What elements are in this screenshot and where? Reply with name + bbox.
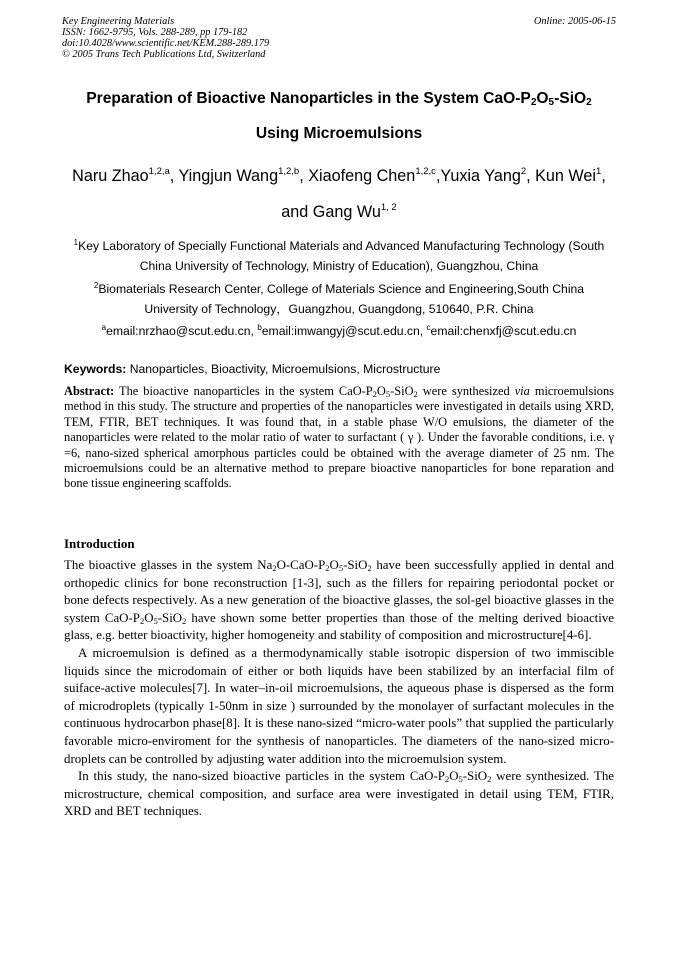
- email-address: email:nrzhao@scut.edu.cn,: [106, 324, 258, 338]
- email-line: [58, 321, 620, 341]
- subscript: 2: [487, 774, 492, 785]
- paragraph-text: -SiO: [462, 769, 488, 784]
- paragraph-text: The bioactive glasses in the system Na: [64, 558, 273, 572]
- online-date: Online: 2005-06-15: [533, 16, 616, 27]
- subscript: 2: [444, 774, 450, 785]
- subscript: 2: [325, 563, 330, 573]
- paragraph-text: were synthesized. The microstructure, chemical composition, and surface area were investigated in detail using TEM, FTIR, XRD and BET techniques.: [64, 769, 615, 819]
- keywords-label: Keywords:: [64, 362, 127, 376]
- abstract-text: The bioactive nanoparticles in the system CaO-P: [114, 384, 373, 398]
- paragraph-text: O: [144, 610, 154, 625]
- author-separator: ,: [601, 167, 606, 185]
- email-mark: c: [426, 323, 431, 332]
- keywords-text: Nanoparticles, Bioactivity, Microemulsions, Microstructure: [126, 362, 441, 376]
- paragraph-text: In this study, the nano-sized bioactive particles in the system CaO-P: [78, 769, 445, 784]
- paragraph-text: have shown some better properties than those of the melting derived bioactive glass, e.g. better bioactivity, higher homogeneity and stability of composition and microstructure[4-6].: [64, 610, 615, 643]
- abstract-text: -SiO: [390, 384, 414, 398]
- subscript: 2: [367, 563, 372, 573]
- affiliation-text: Biomaterials Research Center, College of Materials Science and Engineering,South China: [98, 282, 585, 296]
- subscript: 5: [458, 774, 463, 785]
- author-affil-mark: 1,2,c: [415, 166, 436, 177]
- paragraph-2: A microemulsion is defined as a thermodynamically stable isotropic dispersion of two immiscible liquids since the microdomain of either or both liquids have been stabilized by an interfacial film of suiface-active molecules[7]. In water–in-oil microemulsions, the aqueous phase is dispersed as the form of microdroplets (typically 1-50nm in size ) surrounded by the monolayer of surfactant molecules in the continuous hydrocarbon phase[8]. It is these nano-sized “micro-water pools” that supplied the particularly favorable micro-enviroment for the synthesis of nanoparticles. The diameters of the nano-sized micro-droplets can be controlled by adjusting water addition into the microemulsion system.: [64, 645, 614, 766]
- title-text: -SiO: [554, 90, 587, 107]
- affiliation-text: University of Technology，Guangzhou, Guangdong, 510640, P.R. China: [144, 302, 534, 316]
- author-affil-mark: 2: [520, 166, 527, 177]
- affiliation-1: [58, 236, 620, 276]
- running-header: [62, 16, 616, 60]
- paragraph-text: have been successfully applied in dental and orthopedic clinics for bone reconstruction [1-3], such as the fillers for repairing periodontal pocket or bone defects respectively. As a new generation of the bioactive glasses, the sol-gel bioactive glasses in the system CaO-P: [64, 558, 614, 625]
- issn-line: ISSN: 1662-9795, Vols. 288-289, pp 179-182: [62, 27, 248, 38]
- introduction-body: [64, 557, 614, 821]
- paper-title-line2: Using Microemulsions: [255, 125, 423, 142]
- author-list: [40, 167, 638, 186]
- author-affil-mark: 1,2,a: [148, 166, 170, 177]
- author-affil-mark: 1: [596, 166, 602, 177]
- author-name: Naru Zhao: [72, 167, 149, 185]
- author-affil-mark: 1,2,b: [278, 166, 300, 177]
- subscript: 2: [272, 563, 277, 573]
- abstract-italic: via: [514, 384, 530, 398]
- author-name: , Kun Wei: [526, 167, 597, 185]
- paragraph-1: [64, 557, 614, 645]
- title-text: O: [536, 90, 549, 107]
- affiliation-text: Key Laboratory of Specially Functional Materials and Advanced Manufacturing Technology (South: [78, 239, 605, 253]
- email-mark: a: [101, 323, 107, 332]
- doi-line: doi:10.4028/www.scientific.net/KEM.288-289.179: [62, 38, 270, 49]
- keywords: [64, 362, 616, 376]
- title-subscript: 2: [530, 97, 537, 108]
- affiliation-2: [58, 279, 620, 319]
- author-name: , Yingjun Wang: [169, 167, 279, 185]
- abstract-label: Abstract:: [64, 384, 115, 398]
- author-name: and Gang Wu: [281, 203, 381, 221]
- journal-name: Key Engineering Materials: [62, 16, 175, 27]
- paragraph-text: O: [449, 769, 459, 784]
- abstract-text: microemulsions method in this study. The structure and properties of the nanoparticles were investigated in details using XRD, TEM, FTIR, BET techniques. It was found that, in a stable phase W/O emulsions, the diameter of the nanoparticles were related to the molar ratio of water to surfactant ( γ ). Under the favorable conditions, i.e. γ =6, nano-sized spherical amorphous particles could be obtained with the average diameter of 25 nm. The microemulsions could be an alternative method to prepare bioactive nanoparticles for bone reparation and bone tissue engineering scaffolds.: [64, 384, 614, 491]
- subscript: 2: [182, 615, 187, 626]
- subscript: 2: [139, 615, 145, 626]
- email-address: email:chenxfj@scut.edu.cn: [430, 324, 577, 338]
- author-affil-mark: 1, 2: [380, 202, 397, 213]
- author-name: , Xiaofeng Chen: [299, 167, 416, 185]
- paper-title: [40, 90, 638, 108]
- title-subscript: 2: [586, 97, 592, 108]
- paragraph-3: [64, 768, 614, 821]
- title-subscript: 5: [548, 97, 555, 108]
- paragraph-text: -SiO: [343, 558, 368, 572]
- paragraph-text: -SiO: [157, 610, 183, 625]
- affiliation-text: China University of Technology, Ministry of Education), Guangzhou, China: [139, 259, 539, 273]
- abstract-text: O: [376, 384, 386, 398]
- section-heading-introduction: Introduction: [64, 536, 135, 551]
- email-mark: b: [257, 323, 262, 332]
- subscript: 5: [338, 563, 344, 573]
- paragraph-text: O: [329, 558, 339, 572]
- author-name: ,Yuxia Yang: [435, 167, 521, 185]
- affiliation-mark: 2: [93, 281, 99, 290]
- abstract-subscript: 5: [385, 389, 391, 399]
- copyright-line: © 2005 Trans Tech Publications Ltd, Switzerland: [62, 49, 266, 60]
- abstract-text: were synthesized: [417, 384, 515, 398]
- title-text: Preparation of Bioactive Nanoparticles in the System CaO-P: [86, 90, 531, 107]
- email-address: email:imwangyj@scut.edu.cn,: [261, 324, 427, 338]
- paragraph-text: O-CaO-P: [276, 558, 326, 572]
- abstract-subscript: 2: [372, 389, 377, 399]
- affiliation-mark: 1: [73, 238, 79, 247]
- author-list-line2: [40, 203, 638, 222]
- abstract: [64, 384, 614, 492]
- abstract-subscript: 2: [413, 389, 418, 399]
- subscript: 5: [153, 615, 158, 626]
